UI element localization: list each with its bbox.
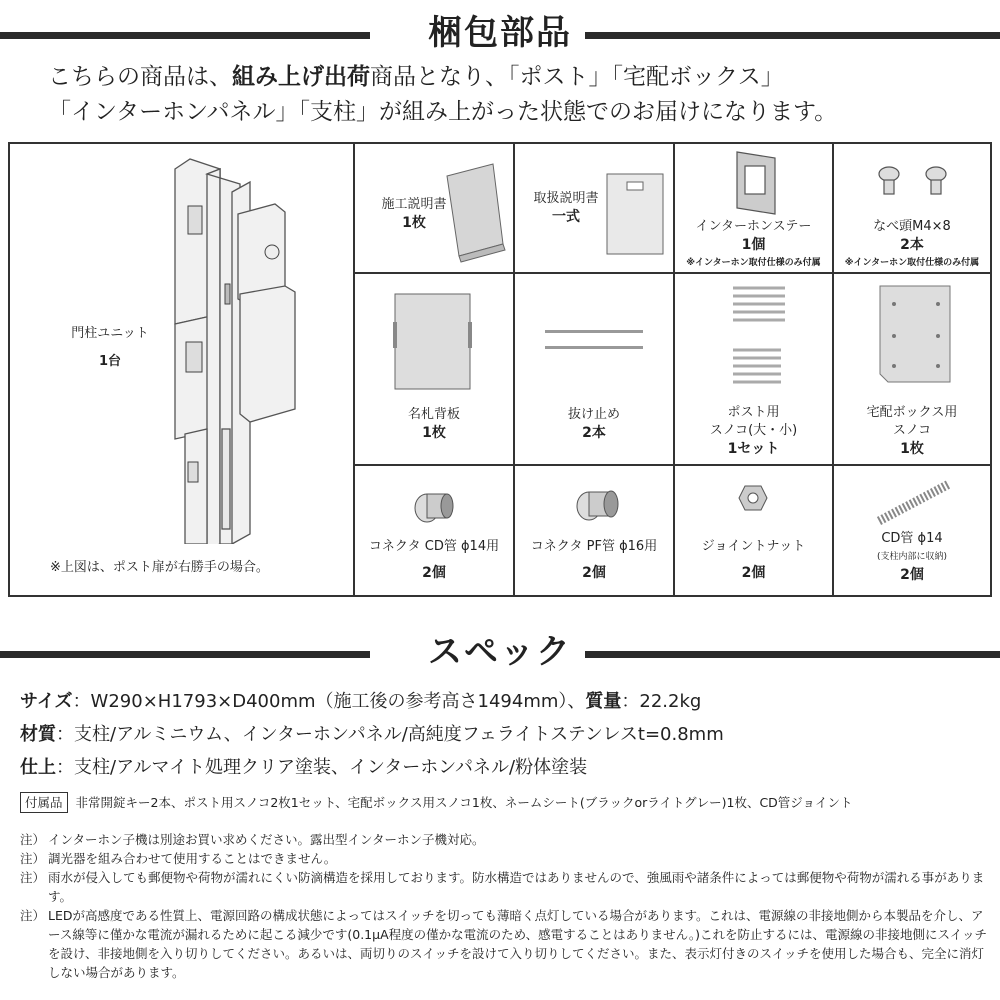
spec-size-label: サイズ bbox=[20, 691, 73, 712]
part-count: 1セット bbox=[727, 441, 780, 457]
section-header-spec bbox=[0, 632, 1000, 672]
part-name: コネクタ PF管 ϕ16用 bbox=[530, 539, 658, 554]
part-name: 取扱説明書 bbox=[533, 191, 599, 206]
spec-finish-line bbox=[20, 756, 587, 780]
spec-size-line bbox=[20, 690, 701, 714]
intro-line2: 「インターホンパネル」「支柱」が組み上がった状態でのお届けになります。 bbox=[48, 99, 838, 125]
spec-weight-label: 質量 bbox=[585, 691, 622, 712]
part-count: 2個 bbox=[422, 565, 446, 581]
part-count: 一式 bbox=[552, 209, 580, 225]
section-title: スペック bbox=[428, 632, 572, 672]
part-cell-nameplate-backboard bbox=[355, 274, 513, 464]
section-header-packaging bbox=[0, 13, 1000, 53]
spec-material-value: ：支柱/アルミニウム、インターホンパネル/高純度フェライトステンレスt=0.8mm bbox=[56, 724, 724, 745]
section-title: 梱包部品 bbox=[428, 13, 572, 53]
accessories-line bbox=[20, 793, 853, 811]
part-count: 2個 bbox=[582, 565, 606, 581]
part-cell-delivery-box-slat bbox=[834, 274, 990, 464]
part-count: 2個 bbox=[741, 565, 766, 581]
part-cell-intercom-stay bbox=[675, 144, 832, 272]
part-cell-post-slats bbox=[675, 274, 832, 464]
parts-grid bbox=[8, 142, 992, 597]
note-item: 注） 調光器を組み合わせて使用することはできません。 bbox=[20, 851, 337, 866]
part-note: (支柱内部に収納) bbox=[876, 552, 948, 562]
part-name: 名札背板 bbox=[407, 407, 460, 422]
intro-line1-a: こちらの商品は、 bbox=[48, 64, 232, 90]
part-cell-instruction-manual bbox=[515, 144, 673, 272]
part-count: 1枚 bbox=[422, 425, 446, 441]
part-count: 1枚 bbox=[402, 215, 426, 231]
note-item: 注） LEDが高感度である性質上、電源回路の構成状態によってはスイッチを切っても薄暗く点灯している場合があります。これは、電源線の非接地側から本製品を介し、アース線等に僅かな電流が漏れるために起こる減少です(0.1μA程度の僅かな電流のため、感電することはありません。)これを防止するには、電源線の非接地側にスイッチを設け、非接地側を入り切りしてください。あるいは、両切りのスイッチを設けて入り切りしてください。また、表示灯付きのスイッチを使用した場合も、完全に消灯しない場合があります。 bbox=[20, 908, 988, 980]
part-name: コネクタ CD管 ϕ14用 bbox=[368, 539, 500, 554]
spec-finish-value: ：支柱/アルマイト処理クリア塗装、インターホンパネル/粉体塗装 bbox=[56, 757, 588, 778]
spec-size-value: ：W290×H1793×D400mm（施工後の参考高さ1494mm）、 bbox=[72, 691, 586, 712]
intro-line1-b: 商品となり、「ポスト」「宅配ボックス」 bbox=[370, 64, 784, 90]
part-cell-connector-cd14 bbox=[355, 466, 513, 595]
spec-weight-value: ：22.2kg bbox=[621, 691, 702, 712]
part-note: ※インターホン取付仕様のみ付属 bbox=[844, 258, 980, 268]
main-unit-cell bbox=[10, 144, 353, 595]
part-name2: スノコ(大・小) bbox=[709, 423, 798, 438]
part-count: 2本 bbox=[582, 425, 606, 441]
note-item: 注） 雨水が侵入しても郵便物や荷物が濡れにくい防滴構造を採用しております。防水構造ではありませんので、強風雨や諸条件によっては郵便物や荷物が濡れる事があります。 bbox=[20, 870, 985, 904]
main-unit-count: 1台 bbox=[98, 354, 122, 369]
spec-material-line bbox=[20, 723, 724, 747]
accessories-text: 非常開錠キー2本、ポスト用スノコ2枚1セット、宅配ボックス用スノコ1枚、ネームシート(ブラックorライトグレー)1枚、CD管ジョイント bbox=[75, 795, 853, 810]
main-unit-name: 門柱ユニット bbox=[71, 326, 149, 341]
part-cell-pan-head-screw bbox=[834, 144, 990, 272]
part-name: インターホンステー bbox=[695, 219, 812, 234]
part-count: 2個 bbox=[900, 567, 924, 583]
part-name: 施工説明書 bbox=[381, 197, 447, 212]
part-count: 2本 bbox=[900, 237, 924, 253]
spec-material-label: 材質 bbox=[20, 724, 56, 745]
part-name: なべ頭M4×8 bbox=[873, 219, 951, 234]
part-cell-stopper bbox=[515, 274, 673, 464]
accessories-tag: 付属品 bbox=[20, 792, 68, 813]
part-name: 抜け止め bbox=[567, 407, 620, 422]
part-count: 1枚 bbox=[900, 441, 924, 457]
main-unit-note: ※上図は、ポスト扉が右勝手の場合。 bbox=[50, 560, 269, 575]
spec-finish-label: 仕上 bbox=[20, 757, 56, 778]
notes-list bbox=[20, 830, 988, 982]
part-name2: スノコ bbox=[892, 423, 932, 438]
note-item: 注） インターホン子機は別途お買い求めください。露出型インターホン子機対応。 bbox=[20, 832, 485, 847]
intro-line1-bold: 組み上げ出荷 bbox=[232, 64, 370, 90]
part-name: ポスト用 bbox=[727, 405, 780, 420]
part-name: ジョイントナット bbox=[701, 539, 806, 554]
part-name: 宅配ボックス用 bbox=[866, 405, 958, 420]
part-cell-cd-pipe bbox=[834, 466, 990, 595]
part-count: 1個 bbox=[741, 237, 766, 253]
part-note: ※インターホン取付仕様のみ付属 bbox=[686, 258, 821, 268]
part-cell-connector-pf16 bbox=[515, 466, 673, 595]
part-cell-joint-nut bbox=[675, 466, 832, 595]
part-name: CD管 ϕ14 bbox=[881, 531, 943, 546]
